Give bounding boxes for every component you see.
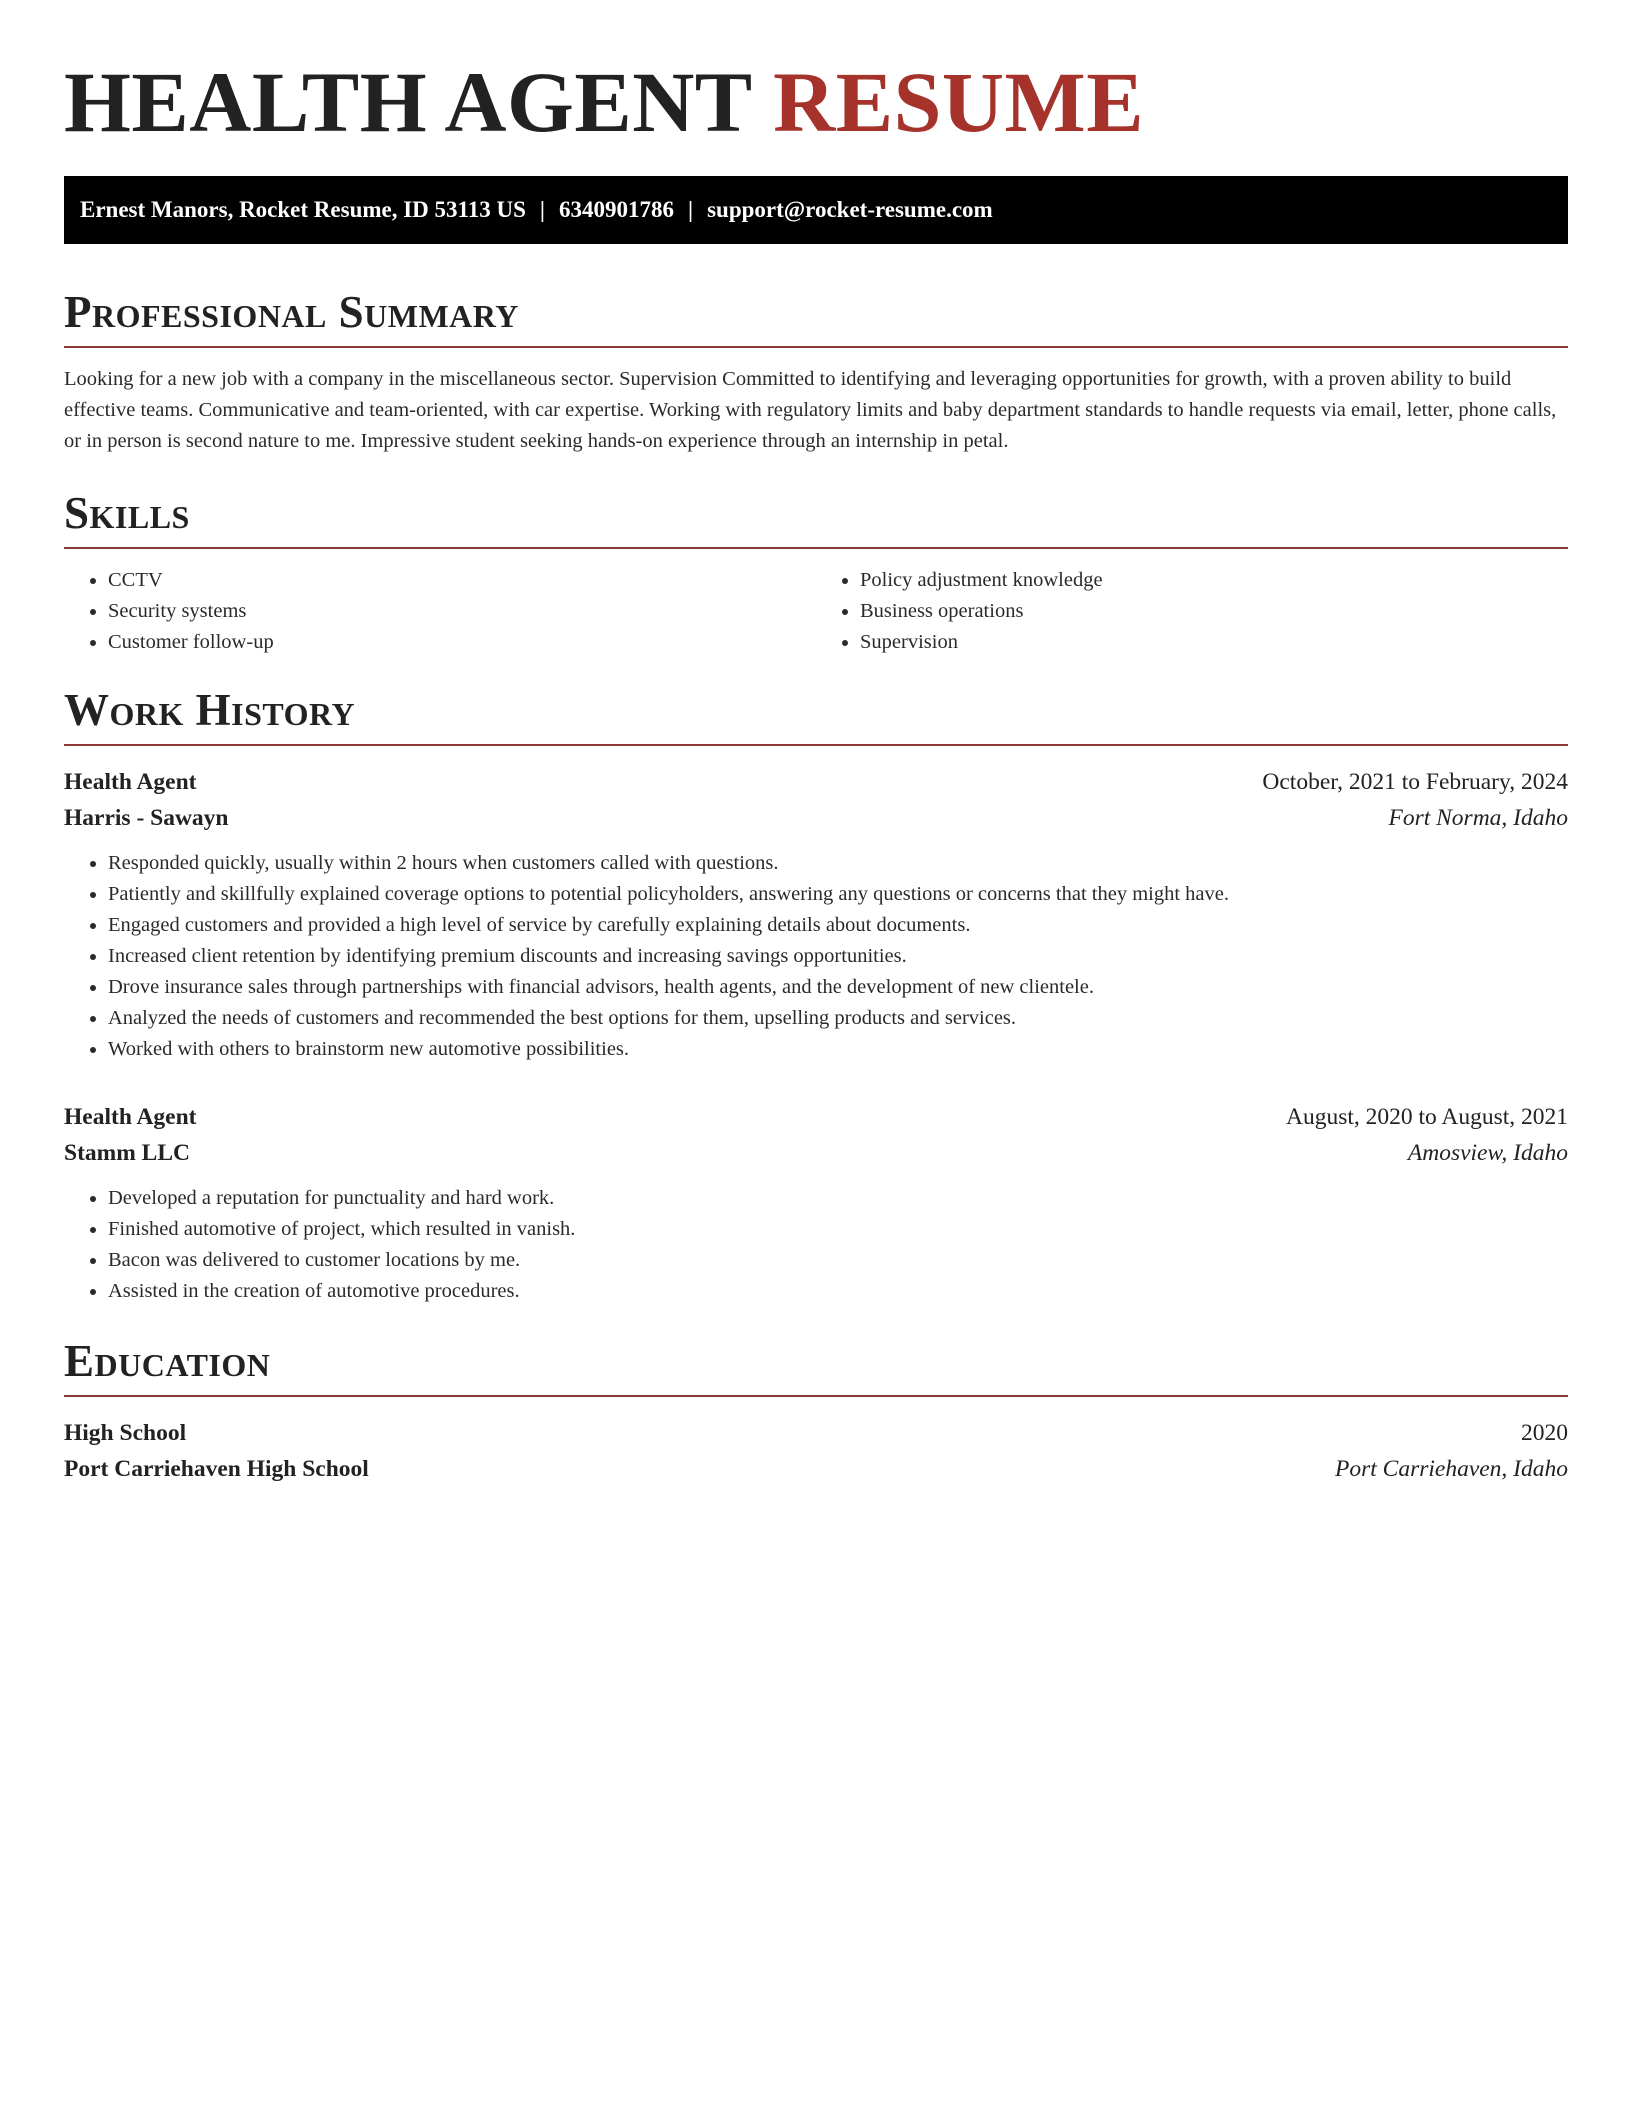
education-section — [64, 1333, 1568, 1487]
title-main: HEALTH AGENT — [64, 54, 752, 150]
job-company: Harris - Sawayn — [64, 805, 229, 831]
skills-column-right — [816, 565, 1568, 658]
job-bullet: • Bacon was delivered to customer locations by me. — [108, 1245, 1568, 1276]
education-degree: High School — [64, 1420, 187, 1446]
job-bullet-list — [64, 848, 1568, 1065]
work-history-heading: Work History — [64, 682, 1568, 746]
job-bullet: • Assisted in the creation of automotive procedures. — [108, 1276, 1568, 1307]
skill-item: • Business operations — [860, 596, 1568, 627]
education-school-row — [64, 1451, 1568, 1487]
education-degree-row — [64, 1415, 1568, 1451]
skill-item: • Customer follow-up — [108, 627, 816, 658]
education-location: Port Carriehaven, Idaho — [1334, 1456, 1568, 1482]
education-year: 2020 — [1521, 1420, 1568, 1446]
job-company: Stamm LLC — [64, 1140, 190, 1166]
title-accent: RESUME — [773, 54, 1145, 150]
contact-phone: 6340901786 — [559, 197, 674, 222]
summary-section — [64, 284, 1568, 457]
contact-email: support@rocket-resume.com — [707, 197, 993, 222]
job-bullet: • Analyzed the needs of customers and recommended the best options for them, upselling products and services. — [108, 1003, 1568, 1034]
job-bullet: • Increased client retention by identifying premium discounts and increasing savings opportunities. — [108, 941, 1568, 972]
job-title: Health Agent — [64, 769, 197, 795]
skills-heading: Skills — [64, 485, 1568, 549]
skill-item: • Policy adjustment knowledge — [860, 565, 1568, 596]
contact-address: Ernest Manors, Rocket Resume, ID 53113 US — [80, 197, 526, 222]
skill-item: • Supervision — [860, 627, 1568, 658]
job-location: Amosview, Idaho — [1407, 1140, 1568, 1166]
skill-item: • Security systems — [108, 596, 816, 627]
job-bullet-list — [64, 1183, 1568, 1307]
job-bullet: • Finished automotive of project, which resulted in vanish. — [108, 1214, 1568, 1245]
job-bullet: • Engaged customers and provided a high level of service by carefully explaining details about documents. — [108, 910, 1568, 941]
summary-text: Looking for a new job with a company in the miscellaneous sector. Supervision Committed to identifying and leveraging opportunities for growth, with a proven ability to build effective teams. Communicative and team-oriented, with car expertise. Working with regulatory limits and baby department standards to handle requests via email, letter, phone calls, or in person is second nature to me. Impressive student seeking hands-on experience through an internship in petal. — [64, 368, 1557, 452]
job-bullet: • Patiently and skillfully explained coverage options to potential policyholders, answering any questions or concerns that they might have. — [108, 879, 1568, 910]
job-location: Fort Norma, Idaho — [1388, 805, 1568, 831]
job-entry — [64, 1099, 1568, 1307]
education-heading: Education — [64, 1333, 1568, 1397]
job-bullet: • Developed a reputation for punctuality and hard work. — [108, 1183, 1568, 1214]
job-dates: October, 2021 to February, 2024 — [1262, 769, 1568, 795]
job-dates: August, 2020 to August, 2021 — [1285, 1104, 1568, 1130]
education-school: Port Carriehaven High School — [64, 1456, 369, 1482]
summary-heading: Professional Summary — [64, 284, 1568, 348]
job-entry — [64, 764, 1568, 1065]
job-bullet: • Responded quickly, usually within 2 hours when customers called with questions. — [108, 848, 1568, 879]
skills-section — [64, 485, 1568, 658]
skill-item: • CCTV — [108, 565, 816, 596]
job-bullet: • Worked with others to brainstorm new automotive possibilities. — [108, 1034, 1568, 1065]
contact-bar — [64, 176, 1568, 244]
contact-separator: | — [539, 197, 545, 222]
skills-column-left — [64, 565, 816, 658]
work-history-section — [64, 682, 1568, 1307]
job-bullet: • Drove insurance sales through partnerships with financial advisors, health agents, and the development of new clientele. — [108, 972, 1568, 1003]
job-title: Health Agent — [64, 1104, 197, 1130]
job-header-row — [64, 764, 1568, 800]
job-company-row — [64, 1135, 1568, 1171]
skills-grid — [64, 565, 1568, 658]
education-entry — [64, 1415, 1568, 1487]
job-company-row — [64, 800, 1568, 836]
contact-separator: | — [688, 197, 694, 222]
job-header-row — [64, 1099, 1568, 1135]
page-title — [64, 52, 1568, 152]
